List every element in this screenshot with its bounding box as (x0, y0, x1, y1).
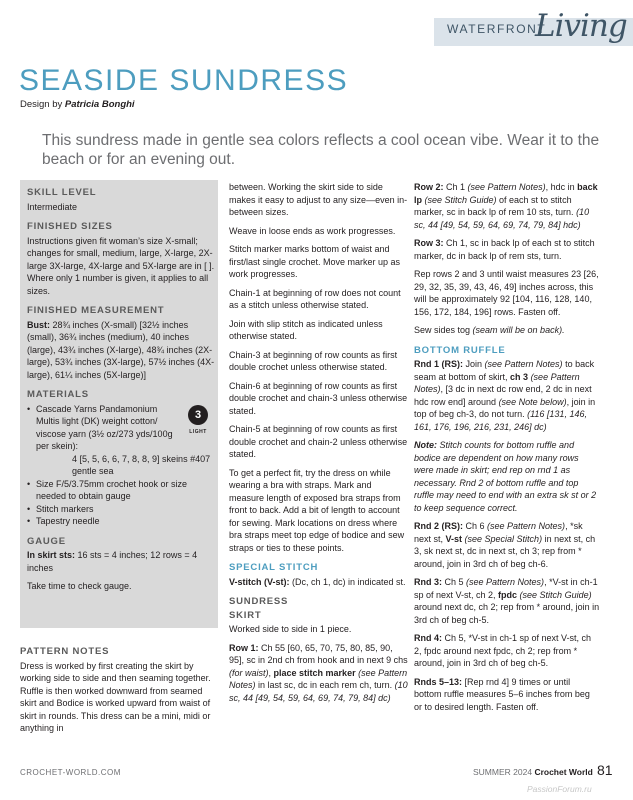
rnd2-text: (see Pattern Notes) (487, 521, 566, 531)
row1-count: (10 sc, 44 [49, 54, 59, 64, 69, 74, 79, 84] dc) (229, 680, 408, 703)
yarn-amount: 4 [5, 5, 6, 6, 7, 8, 8, 9] skeins #407 gentle sea (72, 453, 211, 476)
note-text: Stitch counts for bottom ruffle and bodice are dependent on how many rows were made in skirt; end rep on rnd 1 as necessary. Rnd 2 of bottom ruffle and top ruffle may need to end with an extra sk st or 2 to keep sequence correct. (414, 440, 597, 513)
finished-sizes-text: Instructions given fit woman’s size X-small; changes for small, medium, large, X-large, 2X-large 3X-large, 4X-large and 5X-large are in [ ]. Where only 1 number is given, it applies to all sizes. (27, 235, 215, 296)
note-paragraph: Chain-6 at beginning of row counts as first double crochet and chain-3 unless otherwise stated. (229, 380, 408, 416)
row3-label: Row 3: (414, 238, 444, 248)
rnd1-text: (see Pattern Notes) (414, 371, 580, 394)
materials-heading: MATERIALS (27, 389, 89, 400)
skirt-row2 (414, 181, 600, 231)
byline (20, 99, 135, 110)
rnd2-text: (see Special Stitch) (462, 533, 543, 544)
rnd5-text: [Rep rnd 4] 9 times or until bottom ruffle measures 5–6 inches from beg or to desired length. Fasten off. (414, 676, 590, 712)
vstitch-label: V-stitch (V-st): (229, 576, 290, 587)
gauge-note: Take time to check gauge. (27, 581, 132, 591)
row2-text: of each st to stitch marker, sc in back lp of rem 10 sts, turn. (414, 194, 577, 217)
rnd3-text: fpdc (498, 589, 518, 600)
rnd1-text: to back seam at bottom of skirt, (414, 359, 595, 382)
sew-instruction (414, 324, 600, 337)
skirt-row1 (229, 642, 409, 705)
byline-prefix: Design by (20, 99, 65, 110)
sew-note: (seam will be on back). (472, 325, 565, 335)
rnd1-text: (see Note below) (498, 396, 567, 407)
row2-label: Row 2: (414, 182, 444, 192)
header-brand: WATERFRONT (447, 22, 547, 36)
gauge-text (27, 549, 215, 574)
skill-level-heading: SKILL LEVEL (27, 187, 97, 198)
page-number: 81 (597, 762, 613, 778)
yarn-block (27, 403, 215, 453)
row1-text: Ch 55 [60, 65, 70, 75, 80, 85, 90, 95], sc in 2nd ch from hook and in next 9 chs (229, 642, 408, 665)
ruffle-rnd3 (414, 576, 600, 626)
skirt-heading: SKIRT (229, 609, 262, 621)
skirt-row3 (414, 237, 600, 262)
rnd1-label: Rnd 1 (RS): (414, 359, 463, 369)
rnd1-text: (see Pattern Notes) (484, 359, 563, 369)
bottom-ruffle-heading: BOTTOM RUFFLE (414, 344, 506, 356)
rnd1-text: , join in top of beg ch-3, do not turn. (414, 396, 596, 419)
rnd3-text: (see Pattern Notes) (466, 577, 545, 587)
yarn-weight-label: LIGHT (189, 428, 207, 435)
vstitch-def: (Dc, ch 1, dc) in indicated st. (289, 576, 406, 587)
row2-text: , hdc in (545, 182, 578, 192)
materials-item: • Size F/5/3.75mm crochet hook or size needed to obtain gauge (27, 478, 215, 503)
rnd3-label: Rnd 3: (414, 577, 442, 587)
note-paragraph: Chain-5 at beginning of row counts as first double crochet and chain-2 unless otherwise stated. (229, 424, 408, 459)
note-paragraph: Weave in loose ends as work progresses. (229, 225, 396, 236)
row2-text: Ch 1 (443, 182, 468, 192)
ruffle-rnd5-13 (414, 676, 600, 714)
row1-label: Row 1: (229, 642, 259, 653)
ruffle-rnd2 (414, 520, 600, 570)
note-paragraph: Chain-3 at beginning of row counts as first double crochet unless otherwise stated. (229, 349, 398, 372)
skill-level-value: Intermediate (27, 201, 78, 212)
ruffle-rnd4 (414, 632, 600, 670)
rnd3-text: , *V-st in ch-1 sp of next V-st, ch 2, (414, 577, 598, 600)
rnd2-text: V-st (445, 533, 463, 544)
materials-item: • Stitch markers (27, 503, 215, 516)
bust-label: Bust: (27, 319, 50, 330)
header-brand-script: Living (535, 8, 627, 44)
rnd2-text: in next st, ch 3, sk next st, dc in next st, ch 3; rep from * around, join in 3rd ch of beg ch-6. (414, 533, 596, 569)
footer-issue (473, 767, 593, 777)
gauge-value: 16 sts = 4 inches; 12 rows = 4 inches (27, 550, 198, 573)
yarn-weight-number: 3 (188, 405, 208, 425)
row1-text: in last sc, dc in each rem ch, turn. (255, 680, 395, 690)
rnd2-text: , *sk next st, (414, 521, 583, 544)
special-stitch-text (229, 576, 409, 589)
yarn-weight-icon (185, 405, 211, 439)
pattern-notes-heading: PATTERN NOTES (20, 646, 110, 657)
pattern-notes-text: Dress is worked by first creating the skirt by working side to side and then seaming together. Ruffle is then worked downward from seamed skirt and Bodice is worked upward from waist of skirt in rounds. This dress can be a mini, midi or anything in (20, 660, 211, 733)
sundress-heading: SUNDRESS (229, 596, 289, 607)
row2-text: (see Pattern Notes) (467, 182, 546, 192)
magazine-name: Crochet World (534, 767, 593, 777)
yarn-item: • Cascade Yarns Pandamonium Multis light (DK) weight cotton/ viscose yarn (3½ oz/273 yds/100g per skein): (27, 403, 181, 453)
materials-item: • Tapestry needle (27, 515, 215, 528)
rnd1-text: Join (463, 359, 485, 369)
rnd3-text: (see Stitch Guide) (517, 589, 592, 600)
finished-sizes-heading: FINISHED SIZES (27, 221, 113, 232)
note-paragraph: Chain-1 at beginning of row does not count as a stitch unless otherwise stated. (229, 287, 401, 310)
rnd4-label: Rnd 4: (414, 633, 442, 643)
issue-date: SUMMER 2024 (473, 767, 533, 777)
note-paragraph: between. Working the skirt side to side makes it easy to adjust to any size—even in-between sizes. (229, 182, 408, 217)
rnd3-text: Ch 5 (442, 577, 467, 587)
gauge-heading: GAUGE (27, 535, 66, 547)
row1-text: , (268, 667, 274, 678)
watermark: PassionForum.ru (527, 784, 592, 794)
repeat-instruction: Rep rows 2 and 3 until waist measures 23 [26, 29, 32, 35, 39, 43, 46, 49] inches across, this will be approximately 92 [104, 116, 128, 140, 156, 172, 184, 196] rows. Fasten off. (414, 269, 599, 317)
special-stitch-heading: SPECIAL STITCH (229, 562, 319, 573)
rnd3-text: around next dc, ch 2; rep from * around, join in 3rd ch of beg ch-5. (414, 602, 600, 625)
gauge-label: In skirt sts: (27, 550, 76, 560)
rnd1-text: ch 3 (510, 371, 529, 382)
rnd1-text: , [3 dc in next dc row end, 2 dc in next hdc row end] around (414, 384, 592, 407)
row2-text: (see Stitch Guide) (422, 194, 497, 205)
right-column (414, 181, 600, 719)
designer-name: Patricia Bonghi (64, 99, 135, 110)
page-title: SEASIDE SUNDRESS (19, 64, 349, 97)
intro-text: This sundress made in gentle sea colors reflects a cool ocean vibe. Wear it to the beach or for an evening out. (42, 132, 600, 168)
skirt-intro: Worked side to side in 1 piece. (229, 624, 352, 634)
note-paragraph: To get a perfect fit, try the dress on while wearing a bra with straps. Mark and measure length of exposed bra straps from front to back. Add a bit of length to account for sewing. Mark locations on dress where bra straps meet top edge of bodice and sew straps or ties to these points. (229, 467, 405, 553)
row3-text: Ch 1, sc in back lp of each st to stitch marker, dc in back lp of rem sts, turn. (414, 238, 595, 261)
sew-text: Sew sides tog (414, 325, 473, 335)
sidebar-column (27, 187, 215, 599)
ruffle-note (414, 439, 600, 514)
note-label: Note: (414, 440, 437, 450)
rnd2-label: Rnd 2 (RS): (414, 521, 463, 531)
ruffle-rnd1 (414, 358, 600, 433)
note-paragraph: Join with slip stitch as indicated unless otherwise stated. (229, 318, 383, 341)
rnd4-text: Ch 5, *V-st in ch-1 sp of next V-st, ch 2, fpdc around next fpdc, ch 2; rep from * around, join in 3rd ch of beg ch-5. (414, 633, 592, 668)
finished-measurement-text (27, 319, 215, 382)
rnd5-label: Rnds 5–13: (414, 676, 463, 687)
materials-list (27, 478, 215, 528)
bust-value: 28¾ inches (X-small) [32½ inches (small), 36¾ inches (medium), 40 inches (large), 43¾ inches (X-large), 48¾ inches (2X-large), 53¾ inches (3X-large), 57½ inches (4X-large), 61¼ inches (5X-large)] (27, 319, 215, 380)
rnd1-count: (116 [131, 146, 161, 176, 196, 216, 231, 246] dc) (414, 409, 587, 432)
row1-text: place stitch marker (273, 667, 356, 678)
row2-text: back lp (414, 182, 598, 205)
middle-column (229, 181, 409, 710)
finished-measurement-heading: FINISHED MEASUREMENT (27, 305, 165, 316)
pattern-notes-section (20, 646, 218, 741)
note-paragraph: Stitch marker marks bottom of waist and first/last single crochet. Move marker up as work progresses. (229, 244, 401, 279)
row1-text: (for waist) (229, 667, 269, 678)
rnd2-text: Ch 6 (463, 521, 488, 531)
yarn-list (27, 403, 181, 453)
row2-count: (10 sc, 44 [49, 54, 59, 64, 69, 74, 79, 84] hdc) (414, 207, 590, 230)
footer-website: CROCHET-WORLD.COM (20, 768, 121, 777)
row1-text: (see Pattern Notes) (229, 667, 408, 690)
